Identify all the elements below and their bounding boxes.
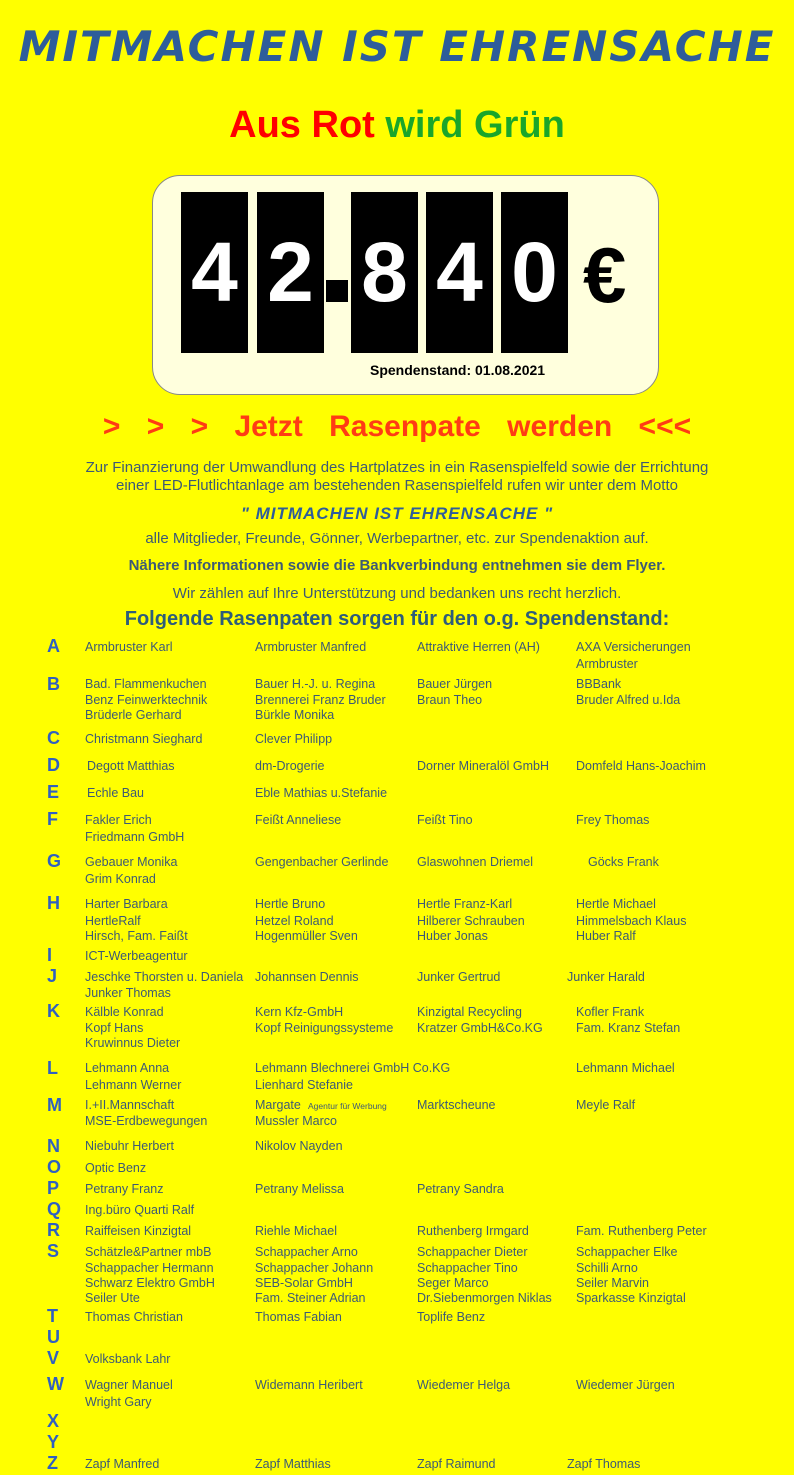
sponsor-name: Wright Gary: [85, 1395, 152, 1409]
sponsor-name: Zapf Raimund: [417, 1457, 496, 1471]
sponsor-name: Lehmann Werner: [85, 1078, 182, 1092]
sponsor-name: Sparkasse Kinzigtal: [576, 1291, 686, 1305]
sponsor-name: Agentur für Werbung: [308, 1101, 387, 1111]
alphabet-letter: N: [47, 1136, 60, 1156]
sponsor-name: Kruwinnus Dieter: [85, 1036, 181, 1050]
sponsor-name: Petrany Sandra: [417, 1182, 504, 1196]
sponsor-name: Feißt Anneliese: [255, 813, 342, 827]
sponsor-name: dm-Drogerie: [255, 759, 325, 773]
alphabet-letter: U: [47, 1327, 60, 1347]
sponsor-name: Wiedemer Helga: [417, 1378, 511, 1392]
sponsor-name: Petrany Melissa: [255, 1182, 344, 1196]
alphabet-letter: R: [47, 1220, 60, 1240]
sponsor-name: Dr.Siebenmorgen Niklas: [417, 1291, 552, 1305]
alphabet-letter: I: [47, 945, 53, 965]
sponsor-name: Brüderle Gerhard: [85, 708, 182, 722]
sponsor-name: Thomas Christian: [85, 1310, 183, 1324]
sponsor-name: Hertle Michael: [576, 897, 656, 911]
sponsor-name: Meyle Ralf: [576, 1098, 636, 1112]
sponsor-name: Harter Barbara: [85, 897, 168, 911]
thousands-separator: [326, 280, 348, 302]
alphabet-letter: G: [47, 851, 62, 871]
alphabet-letter: Q: [47, 1199, 62, 1219]
sponsor-name: MSE-Erdbewegungen: [85, 1114, 208, 1128]
alphabet-letter: M: [47, 1095, 62, 1115]
sponsor-name: Schappacher Tino: [417, 1261, 518, 1275]
donation-status: Spendenstand: 01.08.2021: [370, 362, 546, 378]
alphabet-letter: A: [47, 636, 60, 656]
counter-digit: 2: [257, 192, 324, 353]
sponsor-name: Bauer H.-J. u. Regina: [255, 677, 376, 691]
sponsor-name: Schilli Arno: [576, 1261, 638, 1275]
sponsor-name: Zapf Matthias: [255, 1457, 331, 1471]
sponsor-name: Hogenmüller Sven: [255, 929, 358, 943]
sponsor-name: Schappacher Elke: [576, 1245, 678, 1259]
alphabet-letter: Z: [47, 1453, 58, 1473]
alphabet-letter: O: [47, 1157, 62, 1177]
sponsor-name: Kälble Konrad: [85, 1005, 164, 1019]
sponsor-name: Ing.büro Quarti Ralf: [85, 1203, 195, 1217]
sponsor-name: Schappacher Dieter: [417, 1245, 528, 1259]
sponsor-name: Dorner Mineralöl GmbH: [417, 759, 549, 773]
sponsor-name: Lehmann Blechnerei GmbH Co.KG: [255, 1061, 451, 1075]
intro-line-1: Zur Finanzierung der Umwandlung des Hartplatzes in ein Rasenspielfeld sowie der Errichtung: [85, 459, 709, 476]
sponsor-name: Bad. Flammenkuchen: [85, 677, 207, 691]
sponsor-name: Echle Bau: [87, 786, 144, 800]
call-to-action: > > > Jetzt Rasenpate werden <<<: [102, 410, 692, 443]
sponsor-name: Christmann Sieghard: [85, 732, 203, 746]
sponsor-name: Marktscheune: [417, 1098, 496, 1112]
sponsor-name: I.+II.Mannschaft: [85, 1098, 175, 1112]
sponsor-name: Kinzigtal Recycling: [417, 1005, 522, 1019]
sponsor-name: Schappacher Arno: [255, 1245, 358, 1259]
sponsor-name: Bürkle Monika: [255, 708, 335, 722]
sponsor-name: SEB-Solar GmbH: [255, 1276, 353, 1290]
alphabet-letter: B: [47, 674, 60, 694]
intro-line-2: einer LED-Flutlichtanlage am bestehenden Rasenspielfeld rufen wir unter dem Motto: [116, 477, 678, 494]
sponsor-name: Fakler Erich: [85, 813, 152, 827]
sponsor-name: Glaswohnen Driemel: [417, 855, 534, 869]
sponsor-name: Attraktive Herren (AH): [417, 640, 540, 654]
sponsor-name: Johannsen Dennis: [255, 970, 359, 984]
sponsor-name: Mussler Marco: [255, 1114, 337, 1128]
alphabet-letter: H: [47, 893, 60, 913]
sponsor-name: Bauer Jürgen: [417, 677, 493, 691]
alphabet-letter: X: [47, 1411, 60, 1431]
sponsor-name: Armbruster Manfred: [255, 640, 367, 654]
subtitle-green: wird Grün: [385, 104, 565, 146]
sponsor-name: Gengenbacher Gerlinde: [255, 855, 389, 869]
sponsor-name: AXA Versicherungen: [576, 640, 691, 654]
sponsor-name: Hertle Bruno: [255, 897, 326, 911]
sponsor-name: Brennerei Franz Bruder: [255, 693, 386, 707]
counter-digit: 4: [181, 192, 248, 353]
sponsor-name: Hertle Franz-Karl: [417, 897, 513, 911]
alphabet-letter: D: [47, 755, 60, 775]
sponsor-name: ICT-Werbeagentur: [85, 949, 188, 963]
sponsor-name: Hetzel Roland: [255, 914, 334, 928]
alphabet-letter: T: [47, 1306, 58, 1326]
sponsor-name: Gebauer Monika: [85, 855, 178, 869]
sponsor-name: Ruthenberg Irmgard: [417, 1224, 529, 1238]
alphabet-letter: J: [47, 966, 58, 986]
sponsor-name: Widemann Heribert: [255, 1378, 363, 1392]
sponsor-name: Bruder Alfred u.Ida: [576, 693, 681, 707]
sponsor-name: Lienhard Stefanie: [255, 1078, 353, 1092]
flyer-info: Nähere Informationen sowie die Bankverbindung entnehmen sie dem Flyer.: [128, 557, 666, 574]
alphabet-letter: E: [47, 782, 60, 802]
sponsor-name: Fam. Kranz Stefan: [576, 1021, 681, 1035]
sponsor-name: Optic Benz: [85, 1161, 147, 1175]
motto: " MITMACHEN IST EHRENSACHE ": [240, 504, 554, 523]
alphabet-letter: C: [47, 728, 60, 748]
sponsor-name: Margate: [255, 1098, 301, 1112]
sponsor-name: Zapf Manfred: [85, 1457, 160, 1471]
sponsor-name: Jeschke Thorsten u. Daniela: [85, 970, 244, 984]
sponsor-name: Armbruster: [576, 657, 638, 671]
sponsor-name: Kopf Hans: [85, 1021, 144, 1035]
sponsor-name: Domfeld Hans-Joachim: [576, 759, 706, 773]
sponsor-name: Schappacher Hermann: [85, 1261, 214, 1275]
sponsor-name: Clever Philipp: [255, 732, 333, 746]
sponsor-name: Nikolov Nayden: [255, 1139, 343, 1153]
sponsor-name: Schappacher Johann: [255, 1261, 374, 1275]
sponsor-name: Lehmann Michael: [576, 1061, 675, 1075]
sponsor-name: Seiler Ute: [85, 1291, 140, 1305]
sponsor-name: Raiffeisen Kinzigtal: [85, 1224, 192, 1238]
sponsor-name: Frey Thomas: [576, 813, 650, 827]
sponsor-name: Huber Jonas: [417, 929, 488, 943]
alphabet-letter: K: [47, 1001, 60, 1021]
sponsor-name: Feißt Tino: [417, 813, 473, 827]
thanks-text: Wir zählen auf Ihre Unterstützung und bedanken uns recht herzlich.: [172, 585, 622, 602]
sponsor-name: Volksbank Lahr: [85, 1352, 171, 1366]
sponsor-name: Kratzer GmbH&Co.KG: [417, 1021, 543, 1035]
alphabet-letter: W: [47, 1374, 64, 1394]
sponsor-name: Fam. Ruthenberg Peter: [576, 1224, 707, 1238]
sponsor-name: Grim Konrad: [85, 872, 156, 886]
sponsor-name: Fam. Steiner Adrian: [255, 1291, 366, 1305]
sponsor-name: Himmelsbach Klaus: [576, 914, 687, 928]
sponsor-name: Hirsch, Fam. Faißt: [85, 929, 188, 943]
counter-digit: 8: [351, 192, 418, 353]
sponsor-name: Kofler Frank: [576, 1005, 645, 1019]
subtitle: [0, 104, 794, 147]
sponsor-name: Braun Theo: [417, 693, 483, 707]
sponsor-name: Kopf Reinigungssysteme: [255, 1021, 394, 1035]
sponsor-name: Hilberer Schrauben: [417, 914, 525, 928]
euro-symbol: €: [583, 231, 627, 319]
alphabet-letter: L: [47, 1058, 58, 1078]
alphabet-letter: P: [47, 1178, 60, 1198]
sponsor-name: Huber Ralf: [576, 929, 636, 943]
sponsor-name: Benz Feinwerktechnik: [85, 693, 208, 707]
sponsor-name: HertleRalf: [85, 914, 141, 928]
sponsor-name: Toplife Benz: [417, 1310, 486, 1324]
sponsor-name: Seiler Marvin: [576, 1276, 649, 1290]
sponsor-name: Thomas Fabian: [255, 1310, 342, 1324]
sponsor-name: Schwarz Elektro GmbH: [85, 1276, 215, 1290]
sponsor-name: Armbruster Karl: [85, 640, 173, 654]
sponsor-name: Niebuhr Herbert: [85, 1139, 174, 1153]
subtitle-red: Aus Rot: [229, 104, 375, 146]
sponsor-name: Wiedemer Jürgen: [576, 1378, 675, 1392]
sponsor-name: Riehle Michael: [255, 1224, 337, 1238]
sponsor-name: Junker Gertrud: [417, 970, 501, 984]
counter-digit: 4: [426, 192, 493, 353]
sponsor-name: Petrany Franz: [85, 1182, 164, 1196]
page-title: MITMACHEN IST EHRENSACHE: [18, 22, 776, 71]
sponsor-name: Schätzle&Partner mbB: [85, 1245, 212, 1259]
intro-line-3: alle Mitglieder, Freunde, Gönner, Werbepartner, etc. zur Spendenaktion auf.: [145, 530, 649, 547]
sponsor-name: Lehmann Anna: [85, 1061, 170, 1075]
sponsor-name: Zapf Thomas: [567, 1457, 641, 1471]
sponsor-name: Kern Kfz-GmbH: [255, 1005, 344, 1019]
sponsor-name: Göcks Frank: [588, 855, 659, 869]
sponsor-name: Seger Marco: [417, 1276, 489, 1290]
sponsor-name: Eble Mathias u.Stefanie: [255, 786, 388, 800]
alphabet-letter: Y: [47, 1432, 60, 1452]
sponsor-name: Wagner Manuel: [85, 1378, 173, 1392]
alphabet-letter: F: [47, 809, 58, 829]
alphabet-letter: S: [47, 1241, 60, 1261]
alphabet-letter: V: [47, 1348, 60, 1368]
sponsor-name: BBBank: [576, 677, 622, 691]
sponsor-list-heading: Folgende Rasenpaten sorgen für den o.g. Spendenstand:: [124, 608, 670, 630]
counter-digit: 0: [501, 192, 568, 353]
sponsor-name: Degott Matthias: [87, 759, 175, 773]
sponsor-name: Junker Harald: [567, 970, 645, 984]
sponsor-name: Friedmann GmbH: [85, 830, 185, 844]
sponsor-name: Junker Thomas: [85, 986, 171, 1000]
